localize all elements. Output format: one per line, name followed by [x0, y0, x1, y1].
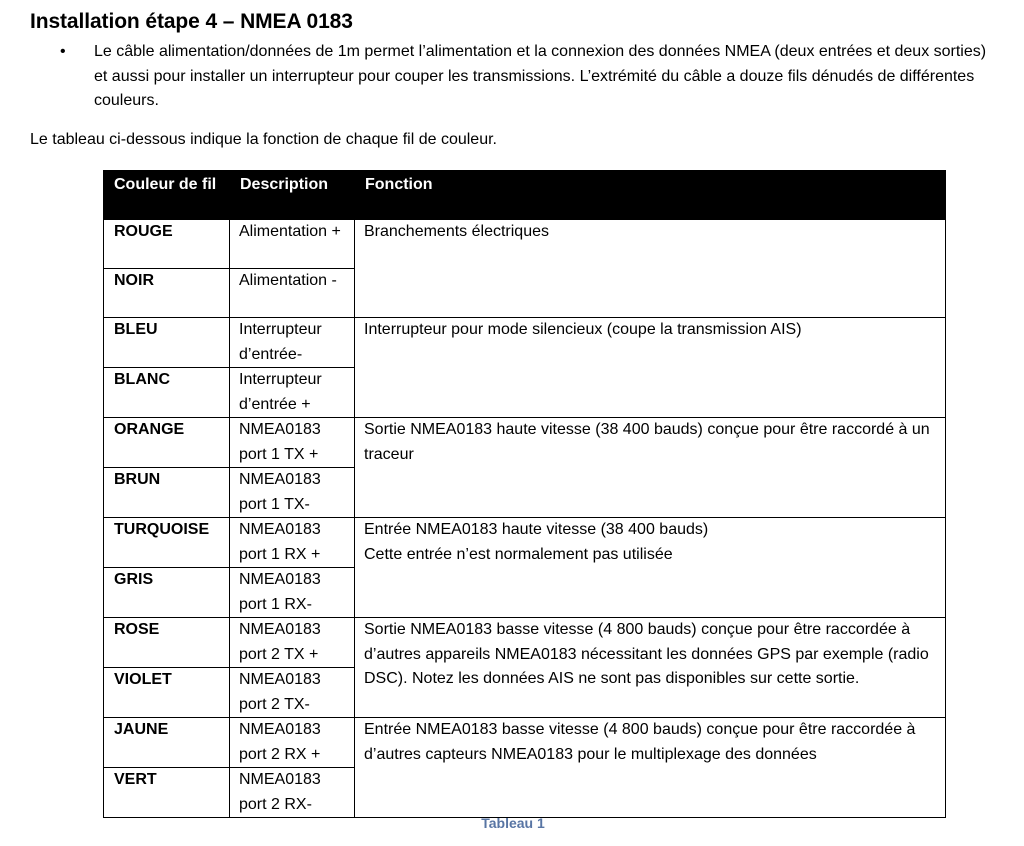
wire-color-cell: ROSE — [104, 618, 230, 668]
wire-color-cell: TURQUOISE — [104, 518, 230, 568]
section-title: Installation étape 4 – NMEA 0183 — [30, 10, 353, 33]
wire-color-cell: NOIR — [104, 269, 230, 318]
wire-description-cell: NMEA0183 port 2 TX- — [230, 668, 355, 718]
wire-color-cell: ORANGE — [104, 418, 230, 468]
wire-color-cell: VERT — [104, 768, 230, 818]
table-row — [104, 418, 946, 468]
table-row — [104, 318, 946, 368]
wire-color-cell: BRUN — [104, 468, 230, 518]
table-caption: Tableau 1 — [481, 815, 545, 831]
wire-color-table — [103, 170, 946, 818]
table-body — [104, 220, 946, 818]
wire-description-cell: NMEA0183 port 2 RX- — [230, 768, 355, 818]
bullet-list — [60, 40, 1000, 114]
wire-color-cell: ROUGE — [104, 220, 230, 269]
wire-function-cell: Sortie NMEA0183 basse vitesse (4 800 bauds) conçue pour être raccordée à d’autres appareils NMEA0183 nécessitant les données GPS par exemple (radio DSC). Notez les données AIS ne sont pas disponibles sur cette sortie. — [355, 618, 946, 718]
wire-color-cell: BLEU — [104, 318, 230, 368]
wire-function-cell: Entrée NMEA0183 haute vitesse (38 400 bauds) Cette entrée n’est normalement pas utilisée — [355, 518, 946, 618]
wire-description-cell: NMEA0183 port 1 RX- — [230, 568, 355, 618]
wire-function-cell: Branchements électriques — [355, 220, 946, 318]
header-description: Description — [230, 171, 355, 220]
wire-description-cell: Alimentation - — [230, 269, 355, 318]
table-row — [104, 618, 946, 668]
wire-description-cell: NMEA0183 port 1 TX- — [230, 468, 355, 518]
wire-description-cell: Interrupteur d’entrée + — [230, 368, 355, 418]
wire-description-cell: Alimentation + — [230, 220, 355, 269]
bullet-text: Le câble alimentation/données de 1m permet l’alimentation et la connexion des données NMEA (deux entrées et deux sorties) et aussi pour installer un interrupteur pour couper les transmissions. L’extrémité du câble a douze fils dénudés de différentes couleurs. — [94, 43, 987, 109]
table-header-row — [104, 171, 946, 220]
wire-color-cell: GRIS — [104, 568, 230, 618]
table-row — [104, 718, 946, 768]
table-row — [104, 220, 946, 269]
wire-description-cell: NMEA0183 port 1 TX + — [230, 418, 355, 468]
intro-paragraph: Le tableau ci-dessous indique la fonction de chaque fil de couleur. — [30, 131, 497, 148]
wire-description-cell: NMEA0183 port 1 RX + — [230, 518, 355, 568]
table-row — [104, 518, 946, 568]
header-function: Fonction — [355, 171, 946, 220]
wire-color-cell: BLANC — [104, 368, 230, 418]
bullet-point-icon: • — [60, 43, 66, 60]
wire-description-cell: NMEA0183 port 2 RX + — [230, 718, 355, 768]
bullet-item — [60, 40, 1000, 114]
wire-color-cell: JAUNE — [104, 718, 230, 768]
wire-function-cell: Sortie NMEA0183 haute vitesse (38 400 bauds) conçue pour être raccordé à un traceur — [355, 418, 946, 518]
header-wire-color: Couleur de fil — [104, 171, 230, 220]
wire-description-cell: Interrupteur d’entrée- — [230, 318, 355, 368]
wire-function-cell: Interrupteur pour mode silencieux (coupe la transmission AIS) — [355, 318, 946, 418]
wire-description-cell: NMEA0183 port 2 TX + — [230, 618, 355, 668]
wire-function-cell: Entrée NMEA0183 basse vitesse (4 800 bauds) conçue pour être raccordée à d’autres capteurs NMEA0183 pour le multiplexage des données — [355, 718, 946, 818]
wire-color-cell: VIOLET — [104, 668, 230, 718]
